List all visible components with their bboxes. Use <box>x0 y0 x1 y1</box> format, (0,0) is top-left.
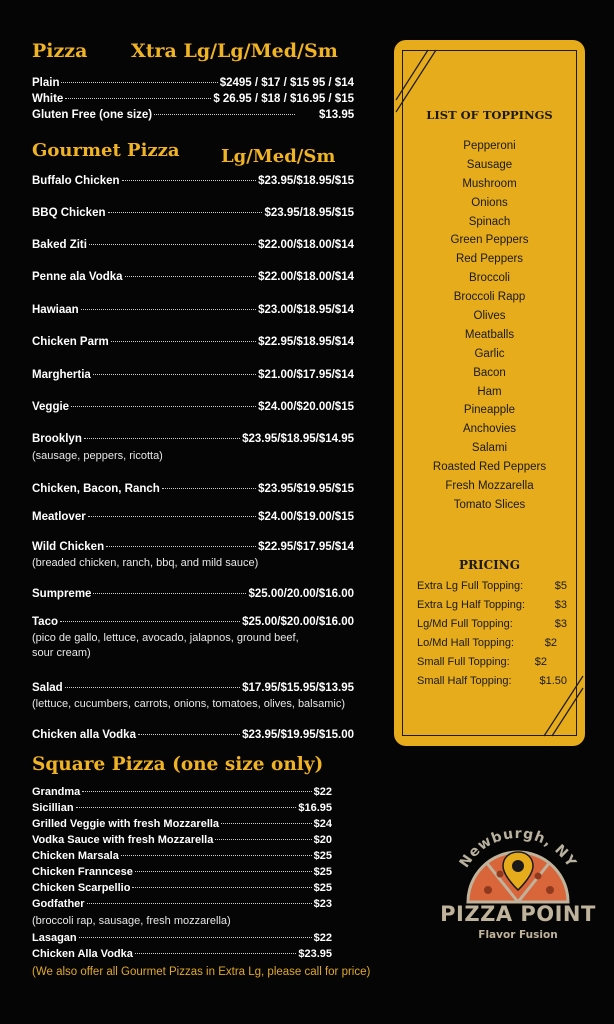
item-name: Veggie <box>32 401 70 413</box>
topping-item: Garlic <box>474 347 505 360</box>
topping-item: Salami <box>471 442 508 455</box>
item-name: Brooklyn <box>32 433 82 445</box>
menu-item <box>32 175 354 187</box>
item-name: Plain <box>32 77 60 89</box>
pizza-sizes-header: Xtra Lg/Lg/Med/Sm <box>131 40 338 62</box>
item-price: $24.00/$19.00/$15 <box>258 511 354 523</box>
item-description: (broccoli rap, sausage, fresh mozzarella) <box>32 915 231 927</box>
item-price: $23.95 <box>298 948 332 960</box>
item-name: Lasagan <box>32 932 77 944</box>
item-price: $25.00/$20.00/$16.00 <box>242 616 354 628</box>
menu-item <box>32 866 332 878</box>
pricing-price: $3 <box>554 599 567 611</box>
pricing-price: $2 <box>534 656 547 668</box>
topping-item: Broccoli <box>469 272 510 285</box>
menu-item <box>32 207 354 219</box>
toppings-title: LIST OF TOPPINGS <box>426 108 553 122</box>
pricing-price: $2 <box>544 637 557 649</box>
pizza-point-logo <box>438 828 598 958</box>
item-name: Grilled Veggie with fresh Mozzarella <box>32 818 220 830</box>
pricing-row <box>417 634 567 653</box>
item-price: $17.95/$15.95/$13.95 <box>242 682 354 694</box>
item-name: Salad <box>32 682 63 694</box>
logo-name: PIZZA POINT <box>440 902 596 926</box>
item-name: White <box>32 93 64 105</box>
item-price: $21.00/$17.95/$14 <box>258 369 354 381</box>
topping-item: Bacon <box>473 366 506 379</box>
item-price: $22.00/$18.00/$14 <box>258 271 354 283</box>
topping-item: Green Peppers <box>450 234 529 247</box>
pricing-label: Lo/Md Hall Topping: <box>417 637 515 649</box>
menu-item <box>32 483 354 495</box>
topping-item: Pepperoni <box>463 140 516 152</box>
item-name: Sumpreme <box>32 588 92 600</box>
item-name: Grandma <box>32 786 81 798</box>
pricing-list <box>417 577 567 691</box>
toppings-panel <box>394 40 585 746</box>
gourmet-sizes-header: Lg/Med/Sm <box>221 146 336 167</box>
item-name: Hawiaan <box>32 304 79 316</box>
item-price: $22 <box>313 932 332 944</box>
square-section-title: Square Pizza (one size only) <box>32 754 324 775</box>
menu-item <box>32 682 354 694</box>
topping-item: Sausage <box>466 158 513 171</box>
topping-item: Onions <box>471 196 508 209</box>
topping-item: Meatballs <box>464 328 515 341</box>
item-price: $23.00/$18.95/$14 <box>258 304 354 316</box>
topping-item: Spinach <box>468 215 511 228</box>
item-price: $16.95 <box>298 802 332 814</box>
item-price: $22.95/$17.95/$14 <box>258 541 354 553</box>
item-name: BBQ Chicken <box>32 207 106 219</box>
menu-item <box>32 93 354 105</box>
menu-item <box>32 239 354 251</box>
menu-item <box>32 511 354 523</box>
item-name: Chicken Alla Vodka <box>32 948 133 960</box>
item-description: (lettuce, cucumbers, carrots, onions, tomatoes, olives, balsamic) <box>32 698 346 710</box>
item-price: $25 <box>313 850 332 862</box>
item-price: $25.00/20.00/$16.00 <box>248 588 354 600</box>
item-description: (pico de gallo, lettuce, avocado, jalapnos, ground beef, <box>32 632 299 644</box>
menu-item <box>32 898 332 910</box>
item-name: Gluten Free (one size) <box>32 109 153 121</box>
item-price: $2495 / $17 / $15 95 / $14 <box>219 77 354 89</box>
topping-item: Broccoli Rapp <box>453 291 526 304</box>
topping-item: Red Peppers <box>455 253 524 266</box>
pricing-row <box>417 615 567 634</box>
item-price: $23.95/$19.95/$15.00 <box>242 729 354 741</box>
item-price: $ 26.95 / $18 / $16.95 / $15 <box>213 93 354 105</box>
menu-item <box>32 109 297 121</box>
topping-item: Pineapple <box>463 404 516 417</box>
item-name: Penne ala Vodka <box>32 271 123 283</box>
menu-item <box>32 850 332 862</box>
item-price: $22 <box>313 786 332 798</box>
pricing-label: Extra Lg Full Topping: <box>417 580 524 592</box>
item-price: $24 <box>313 818 332 830</box>
menu-item <box>32 588 354 600</box>
item-price: $25 <box>313 866 332 878</box>
pricing-price: $3 <box>554 618 567 630</box>
menu-item <box>32 541 354 553</box>
topping-item: Anchovies <box>462 423 517 436</box>
topping-item: Ham <box>477 385 502 398</box>
pricing-price: $1.50 <box>539 675 567 687</box>
item-description: sour cream) <box>32 647 91 659</box>
item-name: Chicken Marsala <box>32 850 119 862</box>
item-price: $23 <box>313 898 332 910</box>
item-price: $24.00/$20.00/$15 <box>258 401 354 413</box>
pricing-title: PRICING <box>459 558 520 572</box>
item-price: $23.95/$18.95/$14.95 <box>242 433 354 445</box>
item-name: Taco <box>32 616 58 628</box>
topping-item: Roasted Red Peppers <box>432 461 547 474</box>
menu-item <box>32 729 354 741</box>
menu-item <box>32 818 332 830</box>
menu-item <box>32 369 354 381</box>
pricing-label: Extra Lg Half Topping: <box>417 599 526 611</box>
menu-item <box>32 882 332 894</box>
menu-item <box>32 304 354 316</box>
gourmet-section-title: Gourmet Pizza <box>32 140 180 161</box>
item-name: Chicken Franncese <box>32 866 133 878</box>
pricing-label: Small Full Topping: <box>417 656 510 668</box>
pizza-section-title: Pizza <box>32 40 88 62</box>
menu-item <box>32 271 354 283</box>
topping-item: Tomato Slices <box>453 498 526 511</box>
item-name: Baked Ziti <box>32 239 87 251</box>
item-price: $13.95 <box>319 109 355 121</box>
item-name: Meatlover <box>32 511 86 523</box>
pricing-label: Lg/Md Full Topping: <box>417 618 513 630</box>
item-name: Sicillian <box>32 802 74 814</box>
menu-item <box>32 433 354 445</box>
item-price: $20 <box>313 834 332 846</box>
menu-item <box>32 336 354 348</box>
menu-item <box>32 616 354 628</box>
item-description: (sausage, peppers, ricotta) <box>32 450 163 462</box>
item-price: $22.95/$18.95/$14 <box>258 336 354 348</box>
item-name: Buffalo Chicken <box>32 175 120 187</box>
extra-large-note: (We also offer all Gourmet Pizzas in Extra Lg, please call for price) <box>32 966 371 978</box>
menu-item <box>32 77 354 89</box>
item-name: Marghertia <box>32 369 91 381</box>
topping-item: Mushroom <box>462 177 517 190</box>
topping-item: Fresh Mozzarella <box>445 480 534 493</box>
pricing-row <box>417 672 567 691</box>
logo-tagline: Flavor Fusion <box>478 929 558 941</box>
item-description: (breaded chicken, ranch, bbq, and mild sauce) <box>32 557 259 569</box>
pricing-row <box>417 653 567 672</box>
item-price: $23.95/$19.95/$15 <box>258 483 354 495</box>
pricing-price: $5 <box>554 580 567 592</box>
item-name: Godfather <box>32 898 85 910</box>
pricing-row <box>417 577 567 596</box>
item-price: $23.95/18.95/$15 <box>264 207 354 219</box>
menu-item <box>32 786 332 798</box>
item-name: Vodka Sauce with fresh Mozzarella <box>32 834 214 846</box>
pricing-label: Small Half Topping: <box>417 675 512 687</box>
logo-location: Newburgh, NY <box>456 828 580 871</box>
menu-item <box>32 401 354 413</box>
item-price: $22.00/$18.00/$14 <box>258 239 354 251</box>
pricing-row <box>417 596 567 615</box>
item-name: Chicken alla Vodka <box>32 729 136 741</box>
toppings-list <box>394 137 585 515</box>
item-price: $23.95/$18.95/$15 <box>258 175 354 187</box>
menu-item <box>32 932 332 944</box>
item-name: Chicken, Bacon, Ranch <box>32 483 160 495</box>
item-name: Chicken Scarpellio <box>32 882 131 894</box>
item-name: Chicken Parm <box>32 336 109 348</box>
item-name: Wild Chicken <box>32 541 105 553</box>
menu-item <box>32 834 332 846</box>
topping-item: Olives <box>473 310 506 323</box>
menu-item <box>32 802 332 814</box>
menu-item <box>32 948 332 960</box>
item-price: $25 <box>313 882 332 894</box>
